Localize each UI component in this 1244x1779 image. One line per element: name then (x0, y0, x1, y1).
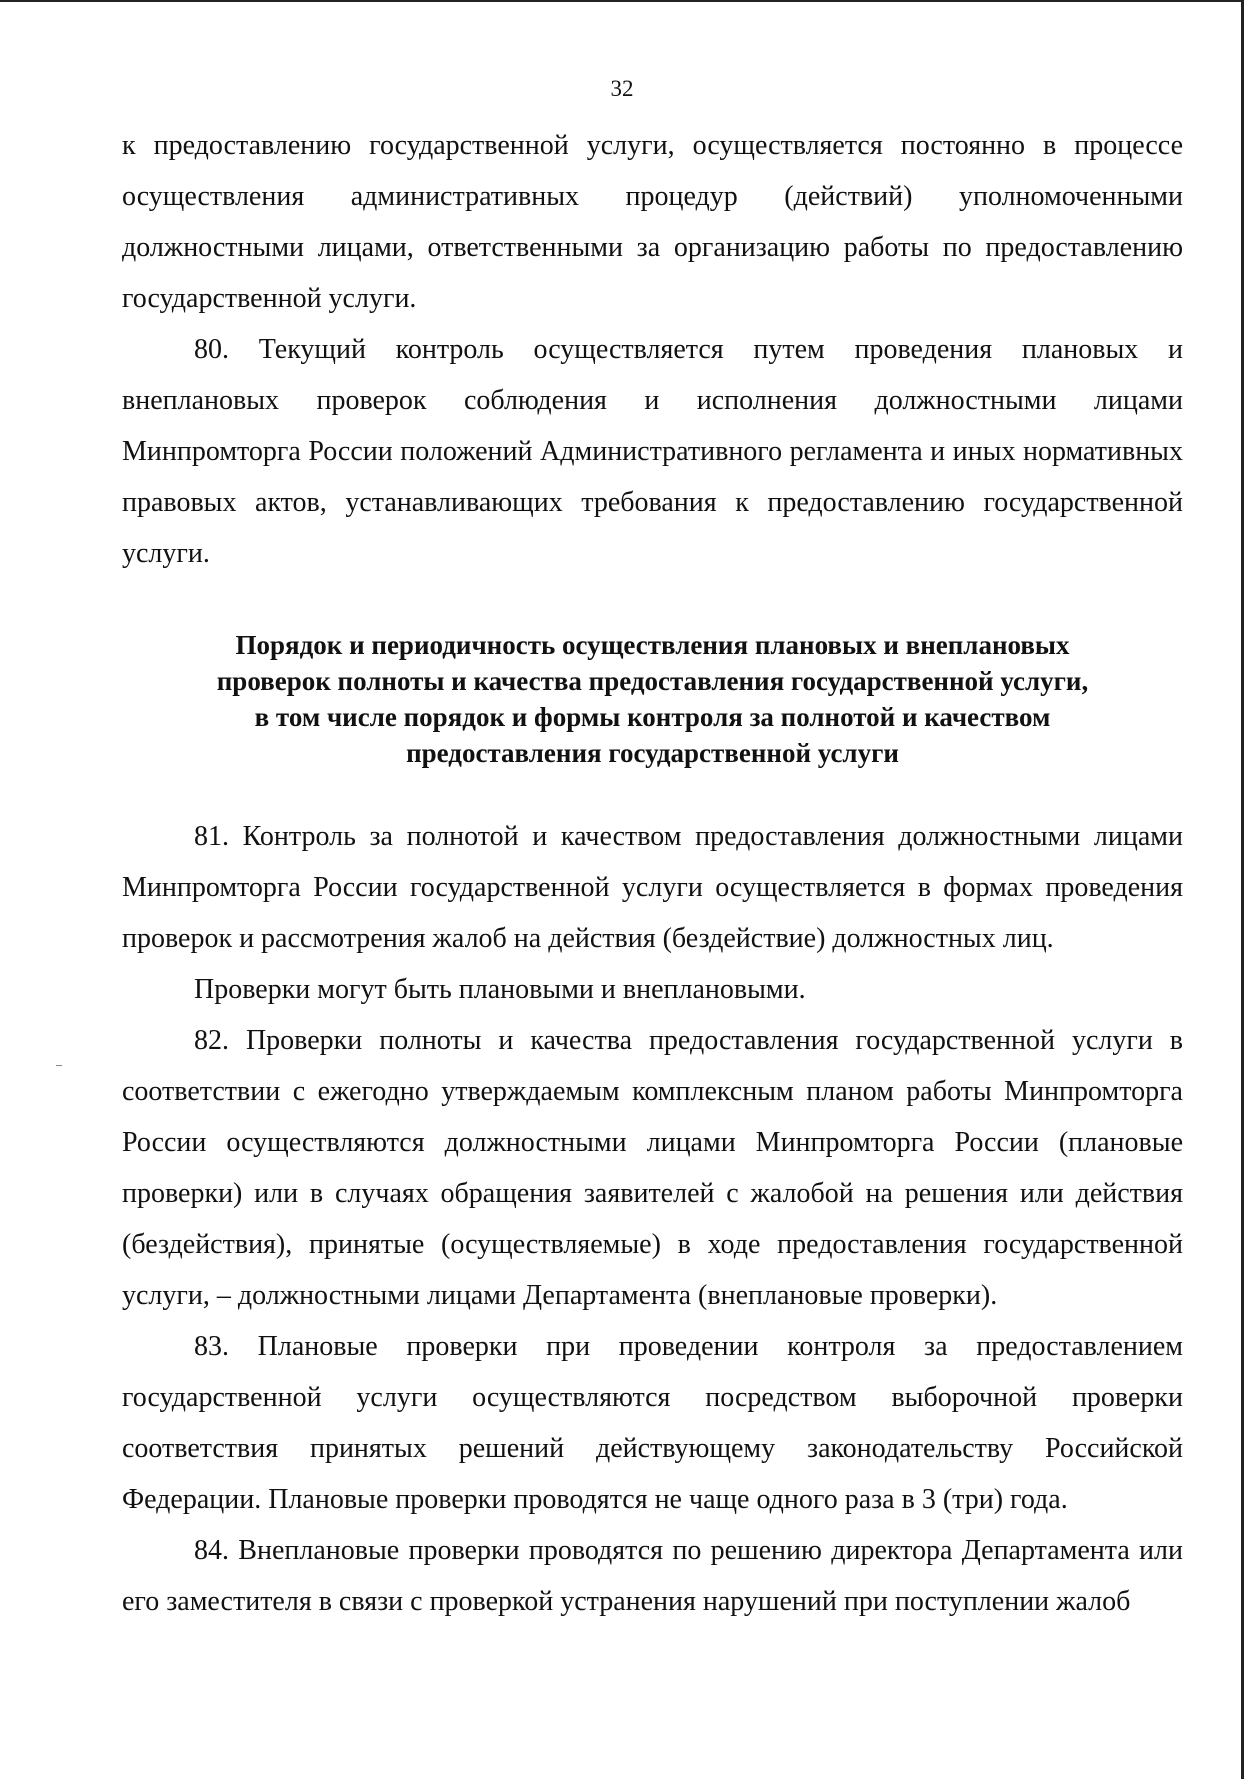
document-body (122, 120, 1183, 1627)
paragraph-84: 84. Внеплановые проверки проводятся по решению директора Департамента или его заместителя в связи с проверкой устранения нарушений при поступлении жалоб (122, 1535, 1183, 1617)
section-heading (122, 627, 1183, 771)
paragraph-82: 82. Проверки полноты и качества предоставления государственной услуги в соответствии с ежегодно утверждаемым комплексным планом работы Минпромторга России осуществляются должностными лицами Минпромторга России (плановые проверки) или в случаях обращения заявителей с жалобой на решения или действия (бездействия), принятые (осуществляемые) в ходе предоставления государственной услуги, – должностными лицами Департамента (внеплановые проверки). (122, 1025, 1183, 1311)
page-number: 32 (610, 76, 634, 101)
paragraph-continuation: к предоставлению государственной услуги, осуществляется постоянно в процессе осуществления административных процедур (действий) уполномоченными должностными лицами, ответственными за организацию работы по предоставлению государственной услуги. (122, 130, 1183, 314)
paragraph-83: 83. Плановые проверки при проведении контроля за предоставлением государственной услуги осуществляются посредством выборочной проверки соответствия принятых решений действующему законодательству Российской Федерации. Плановые проверки проводятся не чаще одного раза в 3 (три) года. (122, 1331, 1183, 1515)
section-heading-line: в том числе порядок и формы контроля за полнотой и качеством (254, 702, 1051, 732)
scan-margin-mark (56, 1065, 62, 1066)
section-heading-line: предоставления государственной услуги (406, 738, 899, 768)
paragraph-80: 80. Текущий контроль осуществляется путем проведения плановых и внеплановых проверок соблюдения и исполнения должностными лицами Минпромторга России положений Административного регламента и иных нормативных правовых актов, устанавливающих требования к предоставлению государственной услуги. (122, 334, 1183, 569)
section-heading-line: проверок полноты и качества предоставления государственной услуги, (216, 666, 1089, 696)
paragraph-81: 81. Контроль за полнотой и качеством предоставления должностными лицами Минпромторга России государственной услуги осуществляется в формах проведения проверок и рассмотрения жалоб на действия (бездействие) должностных лиц. (122, 821, 1183, 954)
paragraph-checks-types: Проверки могут быть плановыми и внеплановыми. (194, 974, 806, 1005)
section-heading-line: Порядок и периодичность осуществления плановых и внеплановых (235, 630, 1070, 660)
